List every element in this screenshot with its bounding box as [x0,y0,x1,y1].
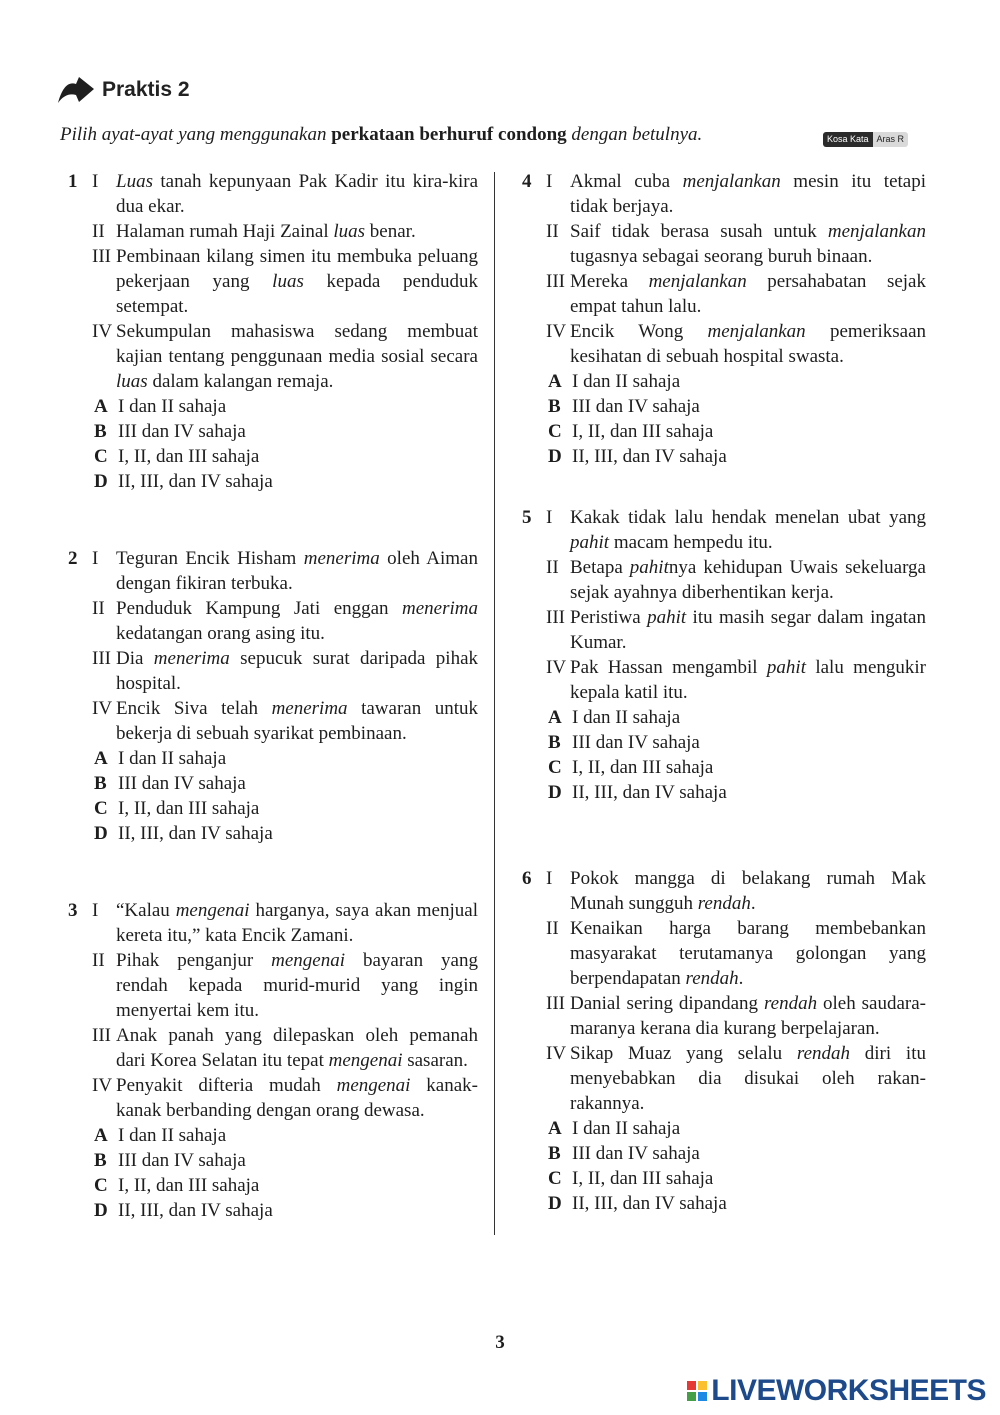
question-3 [68,898,478,1223]
option-a[interactable]: A I dan II sahaja [548,371,681,392]
question-4 [522,169,926,469]
statement-iii: III Peristiwa pahit itu masih segar dalam ingatan Kumar. [546,607,926,653]
statement-ii: II Saif tidak berasa susah untuk menjalankan tugasnya sebagai seorang buruh binaan. [546,221,926,267]
question-number: 4 [522,171,532,192]
liveworksheets-logo-icon [686,1380,708,1402]
statement-iv: IV Encik Wong menjalankan pemeriksaan kesihatan di sebuah hospital swasta. [546,321,926,367]
question-number: 3 [68,900,78,921]
option-b[interactable]: B III dan IV sahaja [94,421,246,442]
question-6 [522,866,926,1216]
question-5 [522,505,926,805]
option-b[interactable]: B III dan IV sahaja [548,396,700,417]
watermark-text: LIVEWORKSHEETS [711,1374,986,1407]
option-d[interactable]: D II, III, dan IV sahaja [548,1193,727,1214]
statement-ii: II Pihak penganjur mengenai bayaran yang rendah kepada murid-murid yang ingin menyertai kem itu. [92,950,478,1021]
statement-iv: IV Pak Hassan mengambil pahit lalu mengukir kepala katil itu. [546,657,926,703]
statement-iv: IV Sikap Muaz yang selalu rendah diri itu menyebabkan dia disukai oleh rakan-rakannya. [546,1043,926,1114]
option-c[interactable]: C I, II, dan III sahaja [94,446,260,467]
statement-iv: IV Encik Siva telah menerima tawaran untuk bekerja di sebuah syarikat pembinaan. [92,698,478,744]
statement-iii: III Anak panah yang dilepaskan oleh pemanah dari Korea Selatan itu tepat mengenai sasaran. [92,1025,478,1071]
tag-aras: Aras R [873,132,909,147]
statement-iii: III Mereka menjalankan persahabatan sejak empat tahun lalu. [546,271,926,317]
option-d[interactable]: D II, III, dan IV sahaja [548,782,727,803]
option-c[interactable]: C I, II, dan III sahaja [548,757,714,778]
praktis-icon [56,76,96,104]
option-b[interactable]: B III dan IV sahaja [548,1143,700,1164]
question-number: 1 [68,171,78,192]
statement-i: I Akmal cuba menjalankan mesin itu tetapi tidak berjaya. [546,171,926,217]
option-b[interactable]: B III dan IV sahaja [548,732,700,753]
question-2 [68,546,478,846]
section-title: Praktis 2 [102,78,190,101]
column-divider [494,172,495,1235]
statement-i: I Pokok mangga di belakang rumah Mak Munah sungguh rendah. [546,868,926,914]
statement-ii: II Penduduk Kampung Jati enggan menerima kedatangan orang asing itu. [92,598,478,644]
option-d[interactable]: D II, III, dan IV sahaja [94,471,273,492]
option-a[interactable]: A I dan II sahaja [94,748,227,769]
statement-ii: II Betapa pahitnya kehidupan Uwais sekeluarga sejak ayahnya diberhentikan kerja. [546,557,926,603]
statement-i: I Teguran Encik Hisham menerima oleh Aiman dengan fikiran terbuka. [92,548,478,594]
statement-iv: IV Penyakit difteria mudah mengenai kanak-kanak berbanding dengan orang dewasa. [92,1075,479,1121]
option-a[interactable]: A I dan II sahaja [548,707,681,728]
option-d[interactable]: D II, III, dan IV sahaja [94,823,273,844]
question-1 [68,169,478,494]
option-b[interactable]: B III dan IV sahaja [94,773,246,794]
question-number: 5 [522,507,532,528]
option-b[interactable]: B III dan IV sahaja [94,1150,246,1171]
option-c[interactable]: C I, II, dan III sahaja [548,1168,714,1189]
tag-kosa-kata: Kosa Kata [823,132,873,147]
option-c[interactable]: C I, II, dan III sahaja [94,798,260,819]
option-c[interactable]: C I, II, dan III sahaja [94,1175,260,1196]
statement-iii: III Dia menerima sepucuk surat daripada pihak hospital. [92,648,479,694]
option-a[interactable]: A I dan II sahaja [94,396,227,417]
option-d[interactable]: D II, III, dan IV sahaja [548,446,727,467]
question-number: 2 [68,548,78,569]
option-a[interactable]: A I dan II sahaja [94,1125,227,1146]
option-a[interactable]: A I dan II sahaja [548,1118,681,1139]
option-d[interactable]: D II, III, dan IV sahaja [94,1200,273,1221]
page-number: 3 [495,1332,505,1353]
statement-iv: IV Sekumpulan mahasiswa sedang membuat kajian tentang penggunaan media sosial secara luas dalam kalangan remaja. [92,321,478,392]
option-c[interactable]: C I, II, dan III sahaja [548,421,714,442]
statement-ii: II Kenaikan harga barang membebankan masyarakat terutamanya golongan yang berpendapatan rendah. [546,918,926,989]
statement-ii: II Halaman rumah Haji Zainal luas benar. [92,221,416,242]
statement-iii: III Danial sering dipandang rendah oleh saudara-maranya kerana dia kurang berpelajaran. [546,993,927,1039]
question-number: 6 [522,868,532,889]
statement-iii: III Pembinaan kilang simen itu membuka peluang pekerjaan yang luas kepada penduduk setempat. [92,246,478,317]
liveworksheets-watermark[interactable] [686,1374,986,1408]
statement-i: I Luas tanah kepunyaan Pak Kadir itu kira-kira dua ekar. [92,171,478,217]
statement-i: I Kakak tidak lalu hendak menelan ubat yang pahit macam hempedu itu. [546,507,926,553]
instruction: Pilih ayat-ayat yang menggunakan perkataan berhuruf condong dengan betulnya. [60,124,703,145]
section-header [56,76,190,104]
level-tags [823,132,908,147]
statement-i: I “Kalau mengenai harganya, saya akan menjual kereta itu,” kata Encik Zamani. [92,900,478,946]
